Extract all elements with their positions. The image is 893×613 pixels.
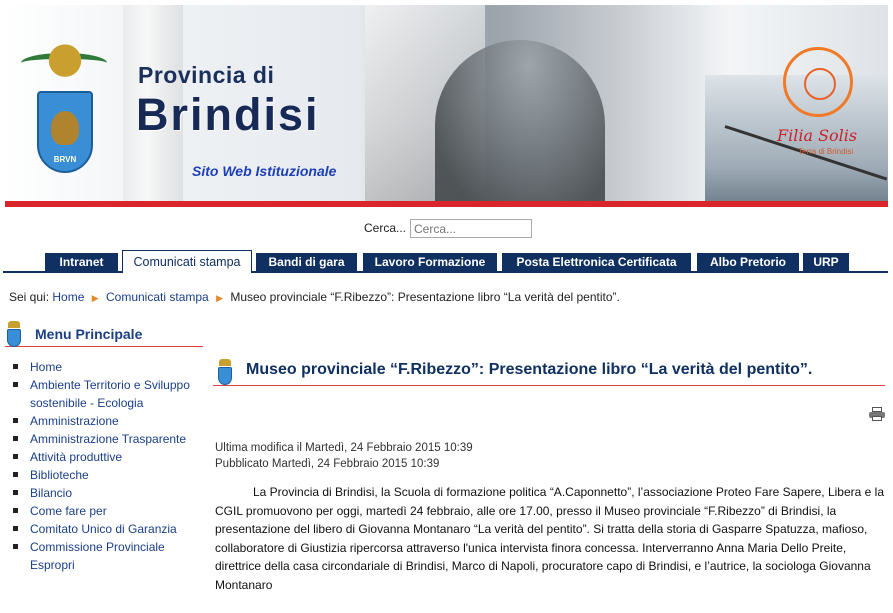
sidebar-item-amministrazione[interactable]: Amministrazione [13,412,203,430]
crest-icon [216,359,234,385]
sidebar-item-biblioteche[interactable]: Biblioteche [13,466,203,484]
breadcrumb [9,290,620,304]
main-menu [13,358,203,574]
breadcrumb-comunicati-link[interactable]: Comunicati stampa [106,290,209,304]
tab-bandi-di-gara[interactable]: Bandi di gara [256,253,357,271]
sidebar-item-ambiente[interactable]: Ambiente Territorio e Sviluppo sostenibile - Ecologia [13,376,203,412]
search-box [364,221,406,235]
breadcrumb-prefix: Sei qui: [9,290,50,304]
article-header [213,356,885,386]
breadcrumb-arrow-icon: ▶ [216,293,223,303]
crest-icon [5,321,23,347]
sidebar-item-comitato-unico[interactable]: Comitato Unico di Garanzia [13,520,203,538]
print-icon[interactable] [869,407,885,421]
filia-solis-text: Filia Solis [777,126,858,145]
sidebar-item-home[interactable]: Home [13,358,203,376]
banner-red-divider [5,201,888,207]
article-modified-date: Ultima modifica il Martedì, 24 Febbraio 2015 10:39 [215,442,473,454]
filia-solis-subtext: Terra di Brindisi [798,147,854,156]
tab-posta-elettronica-certificata[interactable]: Posta Elettronica Certificata [502,253,691,271]
crest-crown-icon [35,43,95,87]
sidebar-item-commissione-espropri[interactable]: Commissione Provinciale Espropri [13,538,203,574]
site-subtitle: Sito Web Istituzionale [192,163,337,179]
sidebar-header [5,321,203,347]
sidebar-item-bilancio[interactable]: Bilancio [13,484,203,502]
tab-urp[interactable]: URP [803,253,849,271]
sidebar-item-come-fare-per[interactable]: Come fare per [13,502,203,520]
article-published-date: Pubblicato Martedì, 24 Febbraio 2015 10:39 [215,458,440,470]
site-title-small: Provincia di [138,62,275,88]
crest-motto: BRVN [53,155,77,164]
breadcrumb-arrow-icon: ▶ [91,293,99,303]
tab-lavoro-formazione[interactable]: Lavoro Formazione [363,253,497,271]
province-crest-logo[interactable] [21,43,107,183]
article-body: La Provincia di Brindisi, la Scuola di formazione politica “A.Caponnetto”, l’associazione Proteo Fare Sapere, Libera e la CGIL promuovono per oggi, martedì 24 febbraio, alle ore 17.00, presso il Museo provinciale “F.Ribezzo” di Brindisi, la presentazione del libero di Giovanna Montanaro “La verità del pentito”. Si tratta della storia di Gasparre Spatuzza, mafioso, collaboratore di Giustizia ripercorsa attraverso l'unica intervista finora concessa. Interverranno Anna Maria Dello Preite, direttrice della casa circondariale di Brindisi, Marco di Napoli, procuratore capo di Brindisi, e l’autrice, la sociologa Giovanna Montanaro [215,485,885,592]
tab-comunicati-stampa[interactable]: Comunicati stampa [122,250,252,273]
breadcrumb-home-link[interactable]: Home [52,290,85,304]
sidebar-item-attivita-produttive[interactable]: Attività produttive [13,448,203,466]
search-label: Cerca... [364,221,407,235]
article-meta [215,440,473,472]
search-input[interactable] [410,219,532,238]
site-title-big: Brindisi [136,89,320,140]
sidebar-item-amministrazione-trasparente[interactable]: Amministrazione Trasparente [13,430,203,448]
header-banner [5,5,888,207]
sidebar-title: Menu Principale [35,326,143,342]
tab-intranet[interactable]: Intranet [45,253,118,271]
tab-albo-pretorio[interactable]: Albo Pretorio [697,253,799,271]
banner-trullo-image [435,40,605,207]
crest-deer-icon [51,111,79,145]
filia-solis-sun-logo [783,47,853,117]
article-title: Museo provinciale “F.Ribezzo”: Presentazione libro “La verità del pentito”. [246,361,813,378]
breadcrumb-current: Museo provinciale “F.Ribezzo”: Presentazione libro “La verità del pentito”. [230,290,620,304]
